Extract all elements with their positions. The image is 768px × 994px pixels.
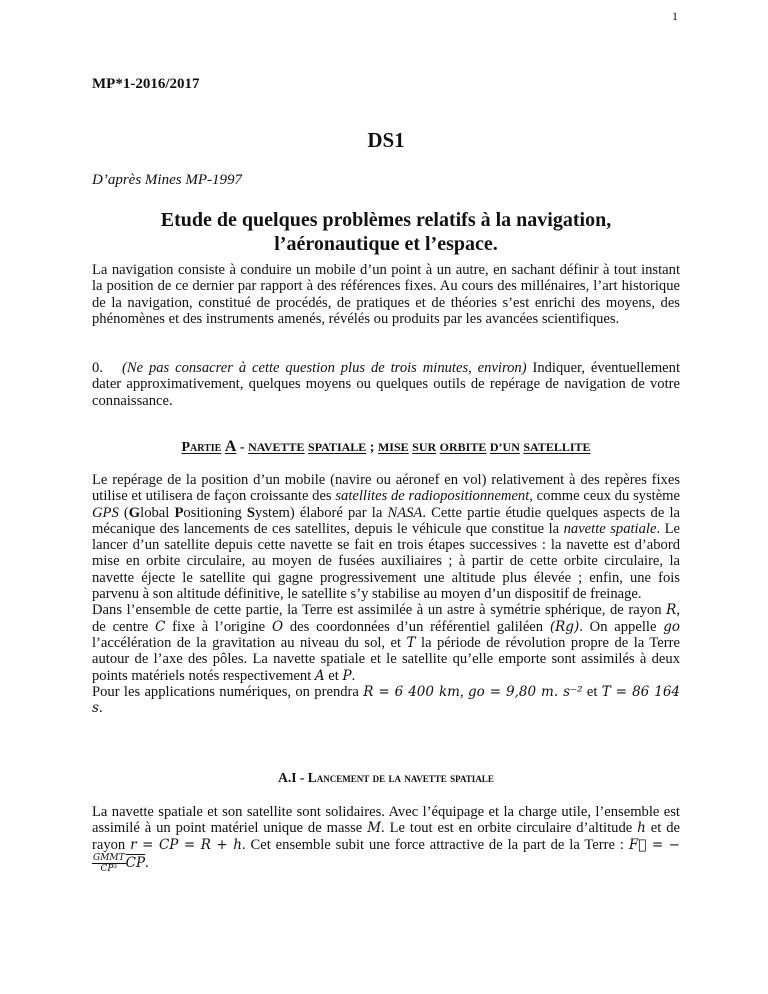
math: (Rg) [549,618,580,635]
part-a-paragraph-1 [92,472,680,716]
text: et [582,683,602,700]
text: la période de révolution propre de la Terre autour de l’axe des pôles. La navette spatiale et le satellite qu’elle emporte sont assimilés à deux points matériels notés respectivement [92,634,680,684]
math: r = CP = R + h [130,836,242,853]
text: , [459,683,468,700]
text: La navette spatiale et son satellite sont solidaires. Avec l’équipage et la charge utile, l’ensemble est assimilé à un point matériel unique de masse [92,804,680,837]
text: et de rayon [92,820,680,853]
math: O [271,618,284,635]
vector-cp: $\overline{CP}$ [125,854,146,871]
text: satellites de radiopositionnement [335,488,530,505]
main-title-line-1: Etude de quelques problèmes relatifs à la navigation, [160,209,612,231]
text: Le repérage de la position d’un mobile (navire ou aéronef en vol) relativement à des repères fixes utilise et utilisera de façon croissante des [92,472,680,505]
heading-word: ; [369,440,375,455]
text: Dans l’ensemble de cette partie, la Terre est assimilée à un astre à symétrie sphérique, de rayon [92,602,667,619]
heading-word: SPATIALE [308,440,367,454]
math: P [342,667,352,684]
source-line: D’après Mines MP-1997 [92,172,242,188]
text: des coordonnées d’un référentiel galiléen [283,618,550,635]
math: A [314,667,325,684]
text: , de centre [92,602,680,635]
heading-word: D’UN [489,440,520,454]
math: go = 9,80 m. s⁻² [467,683,583,700]
question-text: Indiquer, éventuellement dater approximativement, quelques moyens ou quelques outils de repérage de navigation de votre connaissance. [92,360,680,409]
question-note: (Ne pas consacrer à cette question plus de trois minutes, environ) [122,360,527,376]
question-number: 0. [92,360,103,376]
section-ai-paragraph [92,804,680,874]
text: fixe à l’origine [165,618,272,635]
math: T [406,634,416,651]
heading-word: NAVETTE [248,440,305,454]
fraction-denominator: CP³ [100,863,118,874]
math: h [637,820,646,837]
text: S [246,504,256,521]
main-title-line-2: l’aéronautique et l’espace. [274,233,498,255]
page-number: 1 [672,9,678,23]
text: ositioning [183,504,247,521]
intro-paragraph: La navigation consiste à conduire un mobile d’un point à un autre, en sachant définir à tout instant la position de ce dernier par rapport à des références fixes. Au cours des millénaires, l’art historique de la navigation, constitué de procédés, de pratiques et de théories s’est enrichi des moyens, des phénomènes et des instruments amenés, révélés ou produits par les avancées scientifiques. [92,262,680,327]
question-0 [92,360,680,409]
math: go [663,618,680,635]
math: R [666,602,677,619]
text: NASA [387,504,423,521]
text: ) élaboré par la [289,504,388,521]
text: ystem [255,504,290,521]
text: GPS [92,504,119,521]
text: . [145,854,149,871]
part-a-heading [92,439,680,456]
text: l’accélération de la gravitation au niveau du sol, et [92,634,407,651]
heading-word: MISE [377,440,409,454]
fraction-numerator: GMMT [93,852,125,863]
math: T = 86 164 s [92,683,680,717]
heading-word: Partie [181,440,222,455]
text: . Le lancer d’un satellite depuis cette navette se fait en trois étapes successives : la navette est d’abord mise en orbite circulaire, au moyen de fusées auxiliaires ; à partir de cette orbite circulaire, la navette éjecte le satellite qui gagne progressivement une altitude plus élevée ; enfin, une fois parvenu à son altitude définitive, le satellite s’y stabilise au moyen d’un dispositif de freinage. [92,520,680,603]
heading-word: SATELLITE [523,440,591,454]
doc-title: DS1 [367,128,405,152]
course-header: MP*1-2016/2017 [92,76,200,92]
math: C [155,618,166,635]
text: . [351,667,356,684]
heading-word: SUR [412,440,437,454]
main-title [92,208,680,256]
text: . Le tout est en orbite circulaire d’altitude [381,820,638,837]
heading-word: - [239,440,245,455]
math: R = 6 400 km [363,683,460,700]
text: . Cet ensemble subit une force attractive de la part de la Terre : [241,836,629,853]
math: M [367,820,382,837]
force-fraction [92,853,126,874]
text: , comme ceux du système [529,488,680,505]
text: navette spatiale [563,520,657,537]
text: . [98,700,103,717]
text: . Cette partie étudie quelques aspects de la mécanique des lancements de ces satellites, depuis le véhicule que constitue la [92,504,680,537]
text: P [174,504,184,521]
text: lobal [140,504,175,521]
text: . On appelle [579,618,664,635]
text: G [128,504,141,521]
text: ( [118,504,129,521]
text: et [324,667,343,684]
section-ai-heading: A.I - Lancement de la navette spatiale [278,770,494,785]
heading-word: ORBITE [439,440,487,454]
text: Pour les applications numériques, on prendra [92,683,364,700]
heading-word: A [224,438,237,455]
math: F⃗ = − [628,836,680,853]
